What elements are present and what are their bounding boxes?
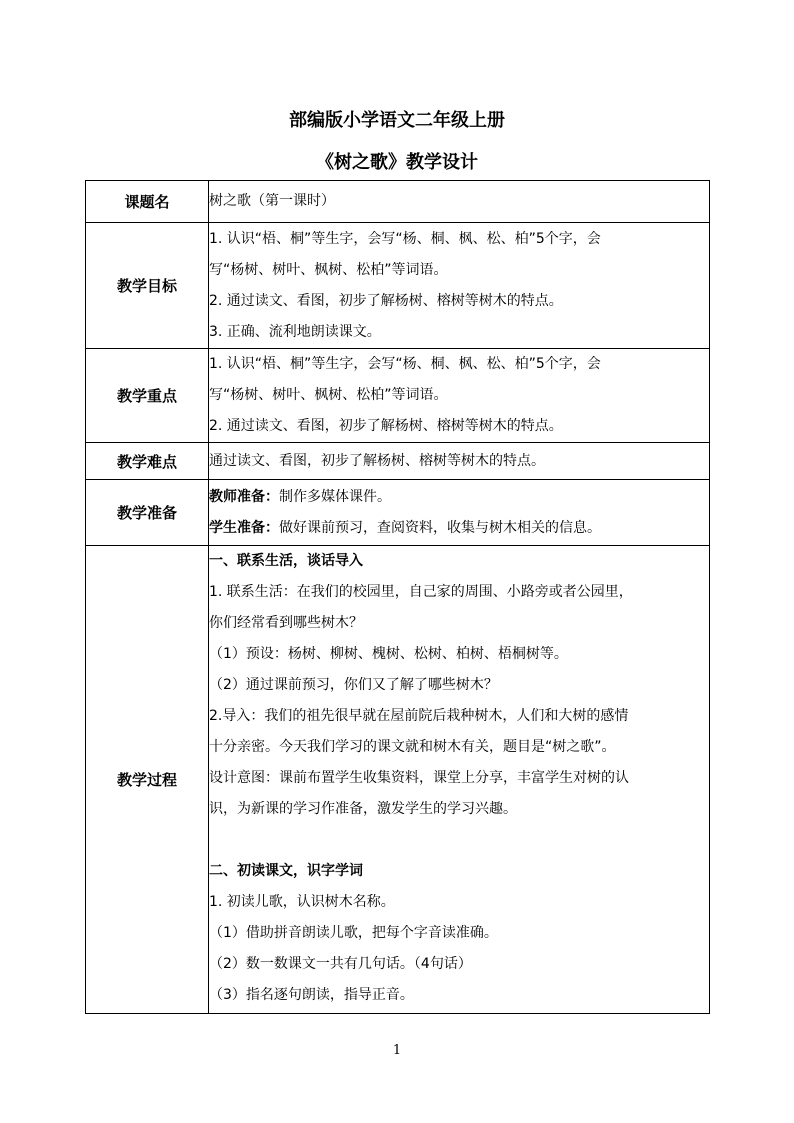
table-row-difficulties: [86, 443, 710, 480]
row-content-process: [209, 546, 710, 1014]
table-row-preparation: [86, 480, 710, 546]
row-label-topic: 课题名: [86, 181, 209, 223]
row-content-objectives: [209, 223, 710, 349]
row-content-key-points: [209, 349, 710, 443]
row-label-preparation: 教学准备: [86, 480, 209, 546]
table-row-objectives: [86, 223, 710, 349]
text-line: 1. 认识“梧、桐”等生字，会写“杨、桐、枫、松、柏”5个字，会: [209, 356, 601, 372]
row-label-key-points: 教学重点: [86, 349, 209, 443]
blank-line: [209, 825, 709, 856]
text-line: 通过读文、看图，初步了解杨树、榕树等树木的特点。: [209, 452, 545, 469]
row-label-objectives: 教学目标: [86, 223, 209, 349]
text-line: 2.导入：我们的祖先很早就在屋前院后栽种树木，人们和大树的感情: [209, 708, 629, 724]
row-label-process: 教学过程: [86, 546, 209, 1014]
row-content-topic: [209, 181, 710, 223]
student-prep-line: [209, 513, 709, 544]
row-content-preparation: [209, 480, 710, 546]
document-title: 部编版小学语文二年级上册: [289, 110, 505, 131]
text-line: 写“杨树、树叶、枫树、松柏”等词语。: [209, 387, 448, 403]
teacher-prep-line: [209, 482, 709, 513]
text-line: 识，为新课的学习作准备，激发学生的学习兴趣。: [209, 801, 517, 817]
student-prep-text: 做好课前预习，查阅资料，收集与树木相关的信息。: [279, 519, 601, 536]
row-label-difficulties: 教学难点: [86, 443, 209, 480]
lesson-plan-table: [85, 180, 710, 1014]
section-heading: 一、联系生活，谈话导入: [209, 553, 363, 569]
text-line: 写“杨树、树叶、枫树、松柏”等词语。: [209, 261, 448, 278]
text-line: （3）指名逐句朗读，指导正音。: [209, 987, 414, 1003]
text-line: 3. 正确、流利地朗读课文。: [209, 323, 381, 340]
row-content-difficulties: [209, 443, 710, 480]
text-line: 2. 通过读文、看图，初步了解杨树、榕树等树木的特点。: [209, 292, 563, 309]
teacher-prep-label: 教师准备：: [209, 488, 279, 505]
student-prep-label: 学生准备：: [209, 519, 279, 536]
text-line: 设计意图：课前布置学生收集资料，课堂上分享，丰富学生对树的认: [209, 770, 629, 786]
table-row-topic: [86, 181, 710, 223]
section-heading: 二、初读课文，识字学词: [209, 863, 363, 879]
text-line: （1）借助拼音朗读儿歌，把每个字音读准确。: [209, 925, 498, 941]
text-line: （1）预设：杨树、柳树、槐树、松树、柏树、梧桐树等。: [209, 646, 568, 662]
text-line: （2）通过课前预习，你们又了解了哪些树木？: [209, 677, 498, 693]
text-line: （2）数一数课文一共有几句话。（4句话）: [209, 956, 472, 972]
table-row-process: [86, 546, 710, 1014]
text-line: 1. 初读儿歌，认识树木名称。: [209, 894, 395, 910]
text-line: 十分亲密。今天我们学习的课文就和树木有关，题目是“树之歌”。: [209, 739, 616, 755]
text-line: 1. 认识“梧、桐”等生字，会写“杨、桐、枫、松、柏”5个字，会: [209, 230, 601, 247]
topic-text: 树之歌（第一课时）: [209, 193, 335, 209]
table-row-key-points: [86, 349, 710, 443]
text-line: 你们经常看到哪些树木？: [209, 615, 363, 631]
text-line: 2. 通过读文、看图，初步了解杨树、榕树等树木的特点。: [209, 418, 563, 434]
text-line: 1. 联系生活：在我们的校园里，自己家的周围、小路旁或者公园里，: [209, 584, 633, 600]
document-subtitle: 《树之歌》教学设计: [316, 152, 478, 173]
page-number: 1: [392, 1043, 402, 1058]
teacher-prep-text: 制作多媒体课件。: [279, 488, 391, 505]
